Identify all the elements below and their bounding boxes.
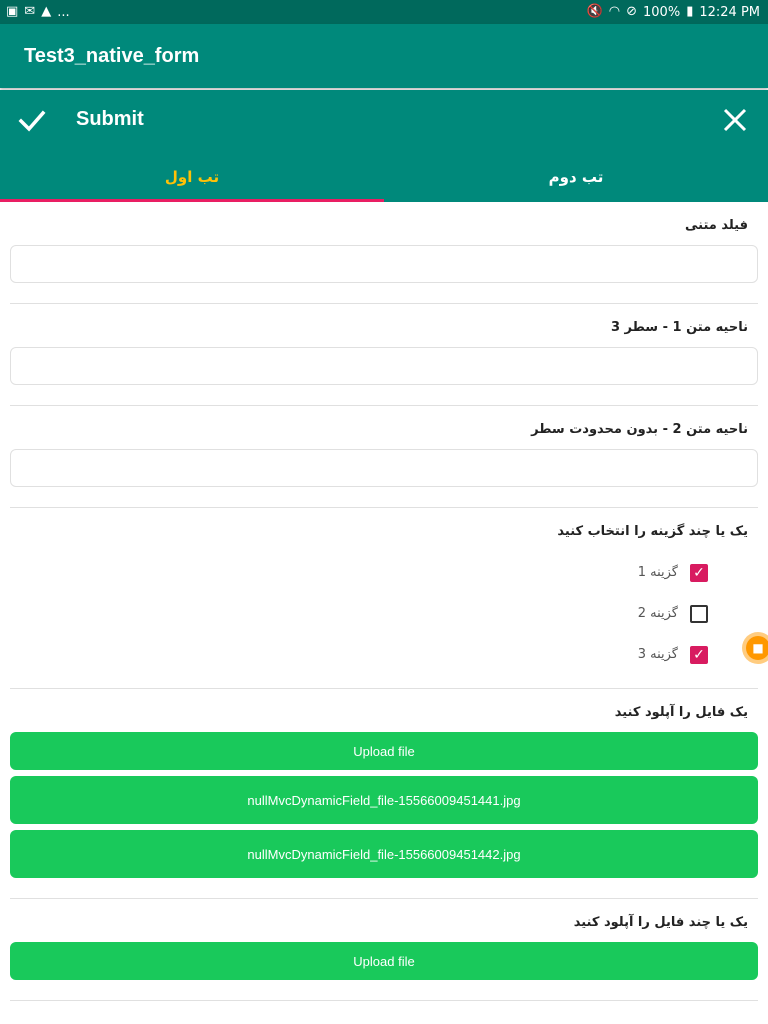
action-bar (0, 90, 768, 152)
more-notifications: ... (57, 4, 70, 20)
sim-icon: ▣ (6, 4, 19, 19)
text-area-1-section (10, 304, 758, 406)
upload-files-button[interactable]: Upload file (10, 942, 758, 980)
text-field-input[interactable] (10, 245, 758, 283)
tab-second[interactable]: تب دوم (548, 168, 604, 186)
text-field-label: فیلد متنی (685, 218, 748, 233)
text-area-2-label: ناحیه متن 2 - بدون محدودت سطر (531, 422, 748, 437)
checkbox-group-label: یک یا چند گزینه را انتخاب کنید (557, 524, 748, 539)
checkbox-option-3[interactable] (10, 634, 758, 675)
warning-icon: ▲ (41, 4, 52, 19)
video-camera-icon: ■ (746, 636, 768, 660)
checkbox-unchecked[interactable] (690, 605, 708, 623)
checkbox-option-label: گزینه 2 (637, 606, 678, 621)
status-left (6, 0, 70, 24)
checkbox-section (10, 508, 758, 689)
checkbox-option-2[interactable] (10, 593, 758, 634)
mute-icon: 🔇 (586, 4, 603, 19)
gmail-icon: ✉ (24, 4, 36, 19)
wifi-icon: ◠ (608, 4, 621, 19)
tab-bar (0, 152, 768, 202)
close-icon[interactable] (722, 107, 748, 133)
checkbox-option-label: گزینه 3 (637, 647, 678, 662)
screen-recorder-bubble[interactable] (742, 632, 768, 664)
multi-upload-section (10, 899, 758, 1001)
checkbox-option-1[interactable] (10, 552, 758, 593)
uploaded-file-item[interactable]: nullMvcDynamicField_file-15566009451442.jpg (10, 830, 758, 878)
multi-upload-label: یک یا چند فایل را آپلود کنید (573, 915, 748, 930)
single-upload-section (10, 689, 758, 899)
text-area-2-input[interactable] (10, 449, 758, 487)
text-area-1-input[interactable] (10, 347, 758, 385)
divider (10, 1000, 758, 1001)
form-content (10, 202, 758, 1001)
check-icon[interactable] (18, 107, 46, 135)
status-bar (0, 0, 768, 24)
single-upload-label: یک فایل را آپلود کنید (614, 705, 748, 720)
tab-first[interactable]: تب اول (0, 152, 384, 202)
text-field-section (10, 202, 758, 304)
status-right (587, 0, 760, 24)
checkbox-checked[interactable]: ✓ (690, 564, 708, 582)
text-area-1-label: ناحیه متن 1 - سطر 3 (610, 320, 748, 335)
app-bar (0, 24, 768, 88)
do-not-disturb-icon: ⊘ (626, 4, 638, 19)
clock: 12:24 PM (699, 4, 760, 20)
submit-button[interactable]: Submit (76, 108, 144, 130)
text-area-2-section (10, 406, 758, 508)
battery-icon: ▮ (686, 4, 694, 19)
checkbox-option-label: گزینه 1 (637, 565, 678, 580)
uploaded-file-item[interactable]: nullMvcDynamicField_file-15566009451441.jpg (10, 776, 758, 824)
upload-file-button[interactable]: Upload file (10, 732, 758, 770)
app-title: Test3_native_form (24, 44, 200, 67)
checkbox-checked[interactable]: ✓ (690, 646, 708, 664)
battery-percent: 100% (643, 4, 681, 20)
